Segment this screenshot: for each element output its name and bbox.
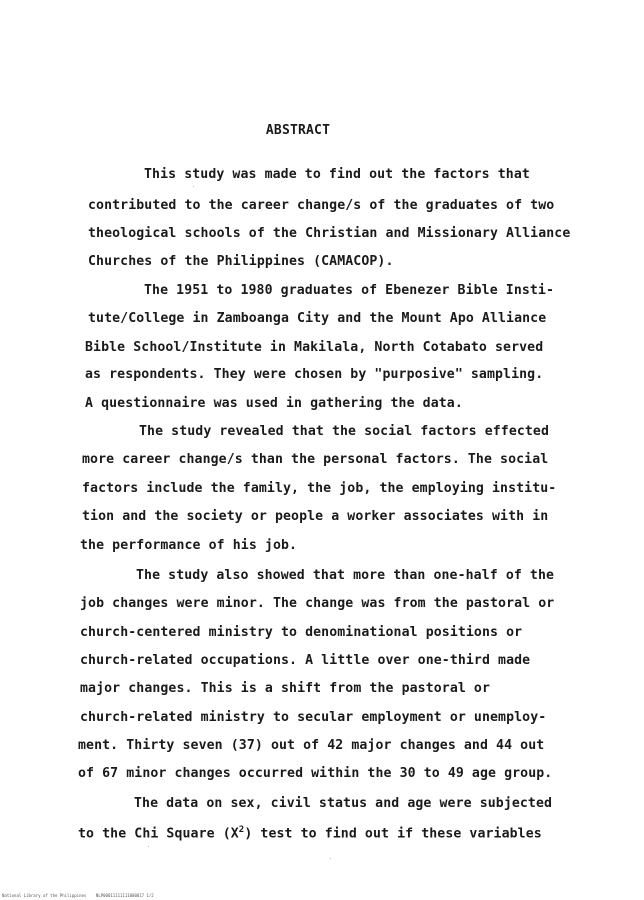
scan-speck bbox=[148, 846, 149, 847]
chi-square-text-cont: ) test to find out if these variables bbox=[244, 826, 542, 842]
text-line-20: church-related ministry to secular employment or unemploy- bbox=[80, 710, 547, 725]
text-line-9: A questionnaire was used in gathering the data. bbox=[85, 396, 463, 411]
text-line-2: contributed to the career change/s of the graduates of two bbox=[88, 198, 555, 213]
text-line-22: of 67 minor changes occurred within the 30 to 49 age group. bbox=[78, 766, 553, 781]
text-line-3: theological schools of the Christian and Missionary Alliance bbox=[88, 226, 571, 241]
text-line-24 bbox=[78, 825, 542, 841]
abstract-heading: ABSTRACT bbox=[265, 123, 331, 138]
chi-square-text: to the Chi Square (X bbox=[78, 826, 239, 842]
text-line-17: church-centered ministry to denominational positions or bbox=[80, 625, 523, 640]
text-line-23: The data on sex, civil status and age were subjected bbox=[134, 796, 553, 811]
text-line-14: the performance of his job. bbox=[80, 538, 298, 553]
superscript-two: 2 bbox=[238, 825, 245, 835]
library-footer: National Library of the Philippines NLP00011111111000017 1/2 bbox=[2, 893, 154, 898]
text-line-16: job changes were minor. The change was from the pastoral or bbox=[80, 596, 555, 611]
text-line-13: tion and the society or people a worker associates with in bbox=[82, 509, 549, 524]
text-line-10: The study revealed that the social factors effected bbox=[139, 424, 550, 439]
text-line-1: This study was made to find out the factors that bbox=[144, 167, 530, 182]
text-line-18: church-related occupations. A little over one-third made bbox=[80, 653, 531, 668]
text-line-8: as respondents. They were chosen by "purposive" sampling. bbox=[85, 367, 544, 382]
text-line-7: Bible School/Institute in Makilala, North Cotabato served bbox=[85, 340, 544, 355]
text-line-5: The 1951 to 1980 graduates of Ebenezer Bible Insti- bbox=[144, 283, 555, 298]
scan-speck bbox=[193, 186, 194, 187]
text-line-11: more career change/s than the personal factors. The social bbox=[82, 452, 549, 467]
text-line-4: Churches of the Philippines (CAMACOP). bbox=[88, 254, 394, 269]
scan-speck bbox=[330, 858, 331, 859]
text-line-19: major changes. This is a shift from the pastoral or bbox=[80, 681, 491, 696]
text-line-15: The study also showed that more than one-half of the bbox=[136, 568, 555, 583]
text-line-12: factors include the family, the job, the employing institu- bbox=[82, 481, 557, 496]
text-line-21: ment. Thirty seven (37) out of 42 major changes and 44 out bbox=[78, 738, 545, 753]
text-line-6: tute/College in Zamboanga City and the Mount Apo Alliance bbox=[88, 311, 547, 326]
